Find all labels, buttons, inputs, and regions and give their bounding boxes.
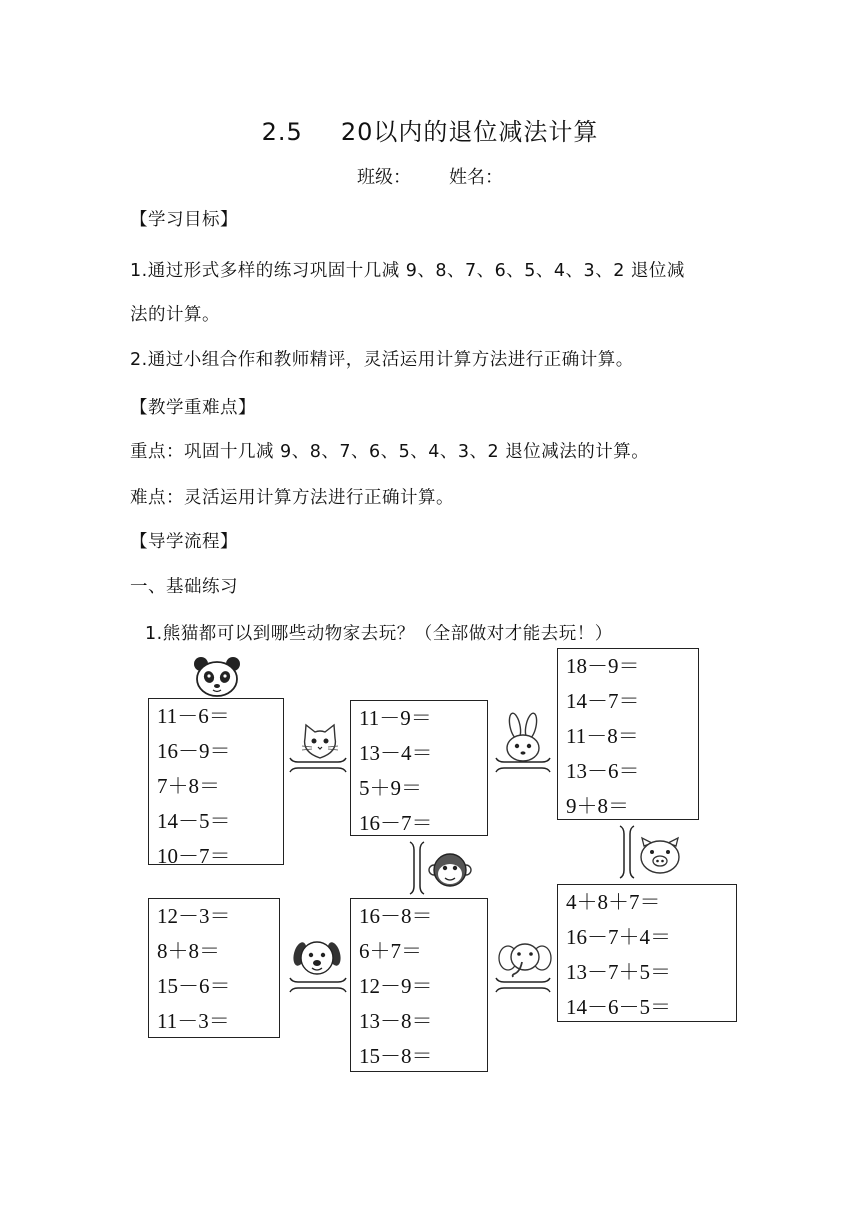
cat-icon — [300, 722, 340, 762]
equation: 13－6＝ — [566, 759, 640, 783]
equation: 16－7＝ — [359, 811, 433, 835]
goal-2: 2.通过小组合作和教师精评，灵活运用计算方法进行正确计算。 — [130, 350, 634, 370]
lesson-number: 2.5 — [261, 118, 303, 146]
monkey-problem-box — [350, 898, 488, 1072]
panda-problem-box — [148, 698, 284, 868]
goals-heading: 【学习目标】 — [130, 210, 238, 230]
equation: 6＋7＝ — [359, 939, 422, 963]
keypoints-heading: 【教学重难点】 — [130, 398, 256, 418]
equation: 12－3＝ — [157, 904, 231, 928]
equation: 11－3＝ — [157, 1009, 230, 1033]
rabbit-icon — [500, 712, 546, 764]
equation: 16－7＋4＝ — [566, 925, 671, 949]
key-point: 重点：巩固十几减 9、8、7、6、5、4、3、2 退位减法的计算。 — [130, 442, 650, 462]
equation: 14－7＝ — [566, 689, 640, 713]
connector-rabbit-pig — [614, 824, 638, 880]
equation: 8＋8＝ — [157, 939, 220, 963]
equation: 15－6＝ — [157, 974, 231, 998]
equation: 10－7＝ — [157, 844, 231, 868]
rabbit-problem-box — [557, 648, 699, 820]
equation: 11－9＝ — [359, 706, 432, 730]
goal-1-line-1: 1.通过形式多样的练习巩固十几减 9、8、7、6、5、4、3、2 退位减 — [130, 261, 685, 281]
difficult-point: 难点：灵活运用计算方法进行正确计算。 — [130, 488, 454, 508]
dog-problem-box — [148, 898, 280, 1038]
elephant-icon — [498, 940, 552, 980]
process-heading: 【导学流程】 — [130, 532, 238, 552]
equation: 5＋9＝ — [359, 776, 422, 800]
equation: 14－6－5＝ — [566, 995, 671, 1019]
name-label: 姓名： — [449, 167, 503, 188]
question-1: 1.熊猫都可以到哪些动物家去玩？（全部做对才能去玩！） — [145, 624, 613, 644]
equation: 12－9＝ — [359, 974, 433, 998]
pig-problem-box — [557, 884, 737, 1022]
connector-cat-monkey — [404, 840, 428, 896]
equation: 7＋8＝ — [157, 774, 220, 798]
page-title — [0, 112, 860, 147]
lesson-title: 20以内的退位减法计算 — [340, 118, 599, 146]
equation: 13－4＝ — [359, 741, 433, 765]
pig-icon — [636, 836, 684, 876]
class-name-line — [0, 163, 860, 189]
dog-icon — [292, 938, 342, 980]
equation: 16－8＝ — [359, 904, 433, 928]
part-1-heading: 一、基础练习 — [130, 577, 238, 597]
equation: 13－7＋5＝ — [566, 960, 671, 984]
equation: 11－8＝ — [566, 724, 639, 748]
equation: 9＋8＝ — [566, 794, 629, 818]
equation: 15－8＝ — [359, 1044, 433, 1068]
equation: 18－9＝ — [566, 654, 640, 678]
monkey-icon — [428, 848, 472, 892]
class-label: 班级： — [357, 167, 411, 188]
goal-1-line-2: 法的计算。 — [130, 305, 220, 325]
cat-problem-box — [350, 700, 488, 836]
equation: 16－9＝ — [157, 739, 231, 763]
equation: 14－5＝ — [157, 809, 231, 833]
equation: 13－8＝ — [359, 1009, 433, 1033]
equation: 11－6＝ — [157, 704, 230, 728]
panda-icon — [191, 655, 243, 699]
equation: 4＋8＋7＝ — [566, 890, 661, 914]
